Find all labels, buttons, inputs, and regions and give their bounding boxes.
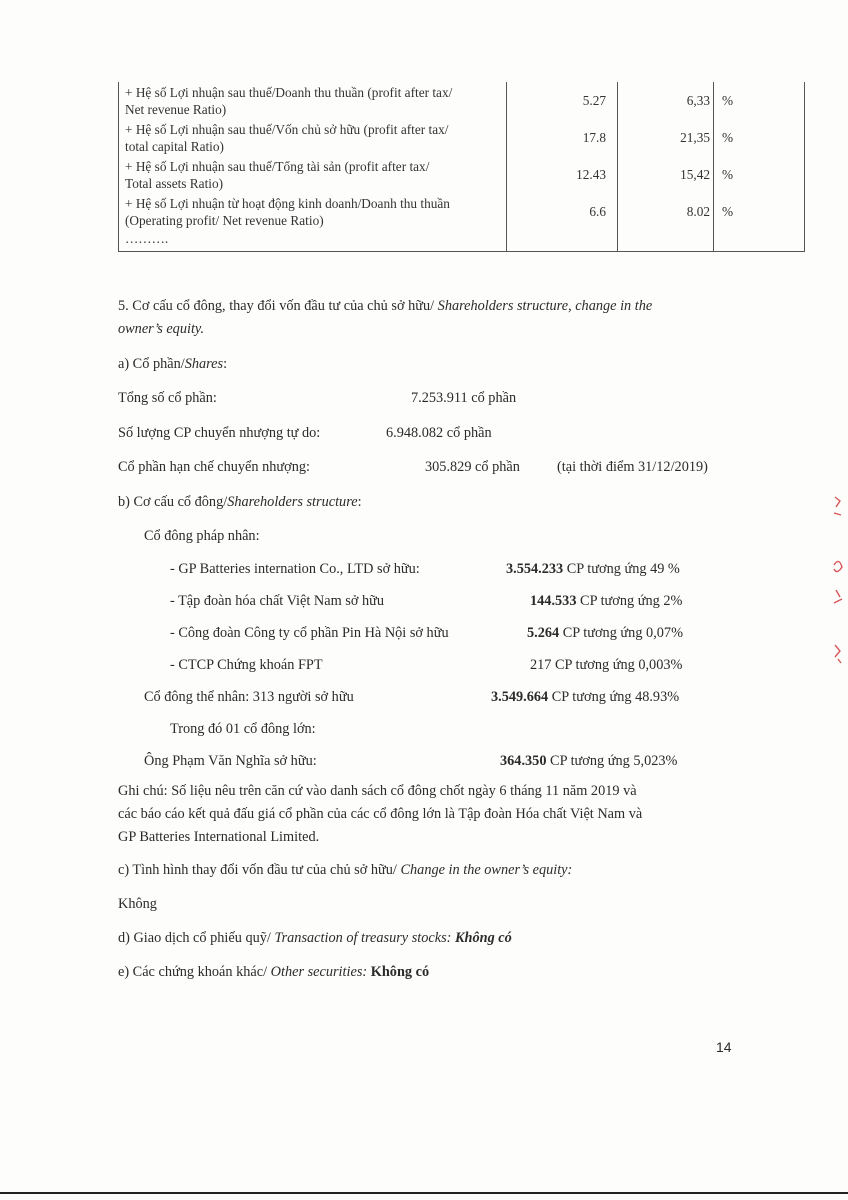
- stamp-strokes: [831, 495, 845, 665]
- empty-cell: [714, 230, 805, 251]
- legal-entities-label: Cổ đông pháp nhân:: [144, 528, 260, 544]
- individual-holders-label: Cổ đông thể nhân: 313 người sở hữu: [144, 689, 354, 705]
- ratio-value-2018: 6.6: [507, 193, 618, 230]
- major-holders-label: Trong đó 01 cổ đông lớn:: [170, 721, 316, 737]
- total-shares-value: 7.253.911 cổ phần: [411, 390, 517, 406]
- note-line: các báo cáo kết quả đấu giá cổ phần của các cổ đông lớn là Tập đoàn Hóa chất Việt Nam và: [118, 806, 643, 822]
- major-holder-holding: 364.350 CP tương ứng 5,023%: [500, 753, 678, 769]
- ratio-table: [118, 82, 805, 252]
- holder-holding: 5.264 CP tương ứng 0,07%: [527, 625, 683, 641]
- structure-heading: b) Cơ cấu cổ đông/Shareholders structure:: [118, 494, 362, 510]
- restricted-shares-label: Cổ phần hạn chế chuyển nhượng:: [118, 459, 310, 475]
- major-holder-name: Ông Phạm Văn Nghĩa sở hữu:: [144, 753, 317, 769]
- stamp-mark-icon: [832, 495, 846, 665]
- holder-holding: 144.533 CP tương ứng 2%: [530, 593, 683, 609]
- holder-name: - CTCP Chứng khoán FPT: [170, 657, 323, 673]
- ratio-label: + Hệ số Lợi nhuận từ hoạt động kinh doanh/Doanh thu thuần (Operating profit/ Net revenue Ratio): [119, 193, 507, 230]
- total-shares-label: Tổng số cổ phần:: [118, 390, 217, 406]
- individual-holders-holding: 3.549.664 CP tương ứng 48.93%: [491, 689, 680, 705]
- ratio-value-2019: 8.02: [618, 193, 714, 230]
- table-row: [119, 119, 805, 156]
- table-row: [119, 230, 805, 251]
- ratio-unit: %: [714, 82, 805, 119]
- section-5-heading-cont: owner’s equity.: [118, 321, 205, 337]
- holder-holding: 3.554.233 CP tương ứng 49 %: [506, 561, 680, 577]
- other-securities-line: e) Các chứng khoán khác/ Other securities: Không có: [118, 964, 430, 980]
- treasury-line: d) Giao dịch cổ phiếu quỹ/ Transaction of treasury stocks: Không có: [118, 930, 512, 946]
- holder-holding: 217 CP tương ứng 0,003%: [530, 657, 683, 673]
- ratio-label: + Hệ số Lợi nhuận sau thuế/Doanh thu thuần (profit after tax/ Net revenue Ratio): [119, 82, 507, 119]
- holder-name: - GP Batteries internation Co., LTD sở hữu:: [170, 561, 420, 577]
- ratio-value-2018: 17.8: [507, 119, 618, 156]
- page-bottom-edge: [0, 1192, 848, 1194]
- ratio-unit: %: [714, 119, 805, 156]
- ratio-value-2018: 5.27: [507, 82, 618, 119]
- ratio-unit: %: [714, 156, 805, 193]
- ratio-value-2019: 21,35: [618, 119, 714, 156]
- empty-cell: [507, 230, 618, 251]
- empty-cell: [618, 230, 714, 251]
- table-row: [119, 156, 805, 193]
- ratio-unit: %: [714, 193, 805, 230]
- free-shares-label: Số lượng CP chuyển nhượng tự do:: [118, 425, 321, 441]
- ratio-value-2019: 6,33: [618, 82, 714, 119]
- equity-value: Không: [118, 896, 157, 912]
- table-row: [119, 82, 805, 119]
- table-row: [119, 193, 805, 230]
- shares-heading: a) Cổ phần/Shares:: [118, 356, 228, 372]
- free-shares-value: 6.948.082 cổ phần: [386, 425, 492, 441]
- equity-heading: c) Tình hình thay đổi vốn đầu tư của chủ sở hữu/ Change in the owner’s equity:: [118, 862, 573, 878]
- restricted-shares-note: (tại thời điểm 31/12/2019): [557, 459, 708, 475]
- ratio-ellipsis: ……….: [119, 230, 507, 251]
- ratio-value-2019: 15,42: [618, 156, 714, 193]
- holder-name: - Công đoàn Công ty cổ phần Pin Hà Nội sở hữu: [170, 625, 449, 641]
- ratio-table-body: [119, 82, 805, 251]
- restricted-shares-value: 305.829 cổ phần: [425, 459, 520, 475]
- holder-name: - Tập đoàn hóa chất Việt Nam sở hữu: [170, 593, 385, 609]
- note-line: Ghi chú: Số liệu nêu trên căn cứ vào danh sách cổ đông chốt ngày 6 tháng 11 năm 2019 và: [118, 783, 637, 799]
- ratio-label: + Hệ số Lợi nhuận sau thuế/Tổng tài sản (profit after tax/ Total assets Ratio): [119, 156, 507, 193]
- page-number: 14: [716, 1039, 732, 1055]
- section-5-heading: 5. Cơ cấu cổ đông, thay đổi vốn đầu tư của chủ sở hữu/ Shareholders structure, change in the: [118, 298, 653, 314]
- ratio-value-2018: 12.43: [507, 156, 618, 193]
- ratio-label: + Hệ số Lợi nhuận sau thuế/Vốn chủ sở hữu (profit after tax/ total capital Ratio): [119, 119, 507, 156]
- note-line: GP Batteries International Limited.: [118, 829, 320, 845]
